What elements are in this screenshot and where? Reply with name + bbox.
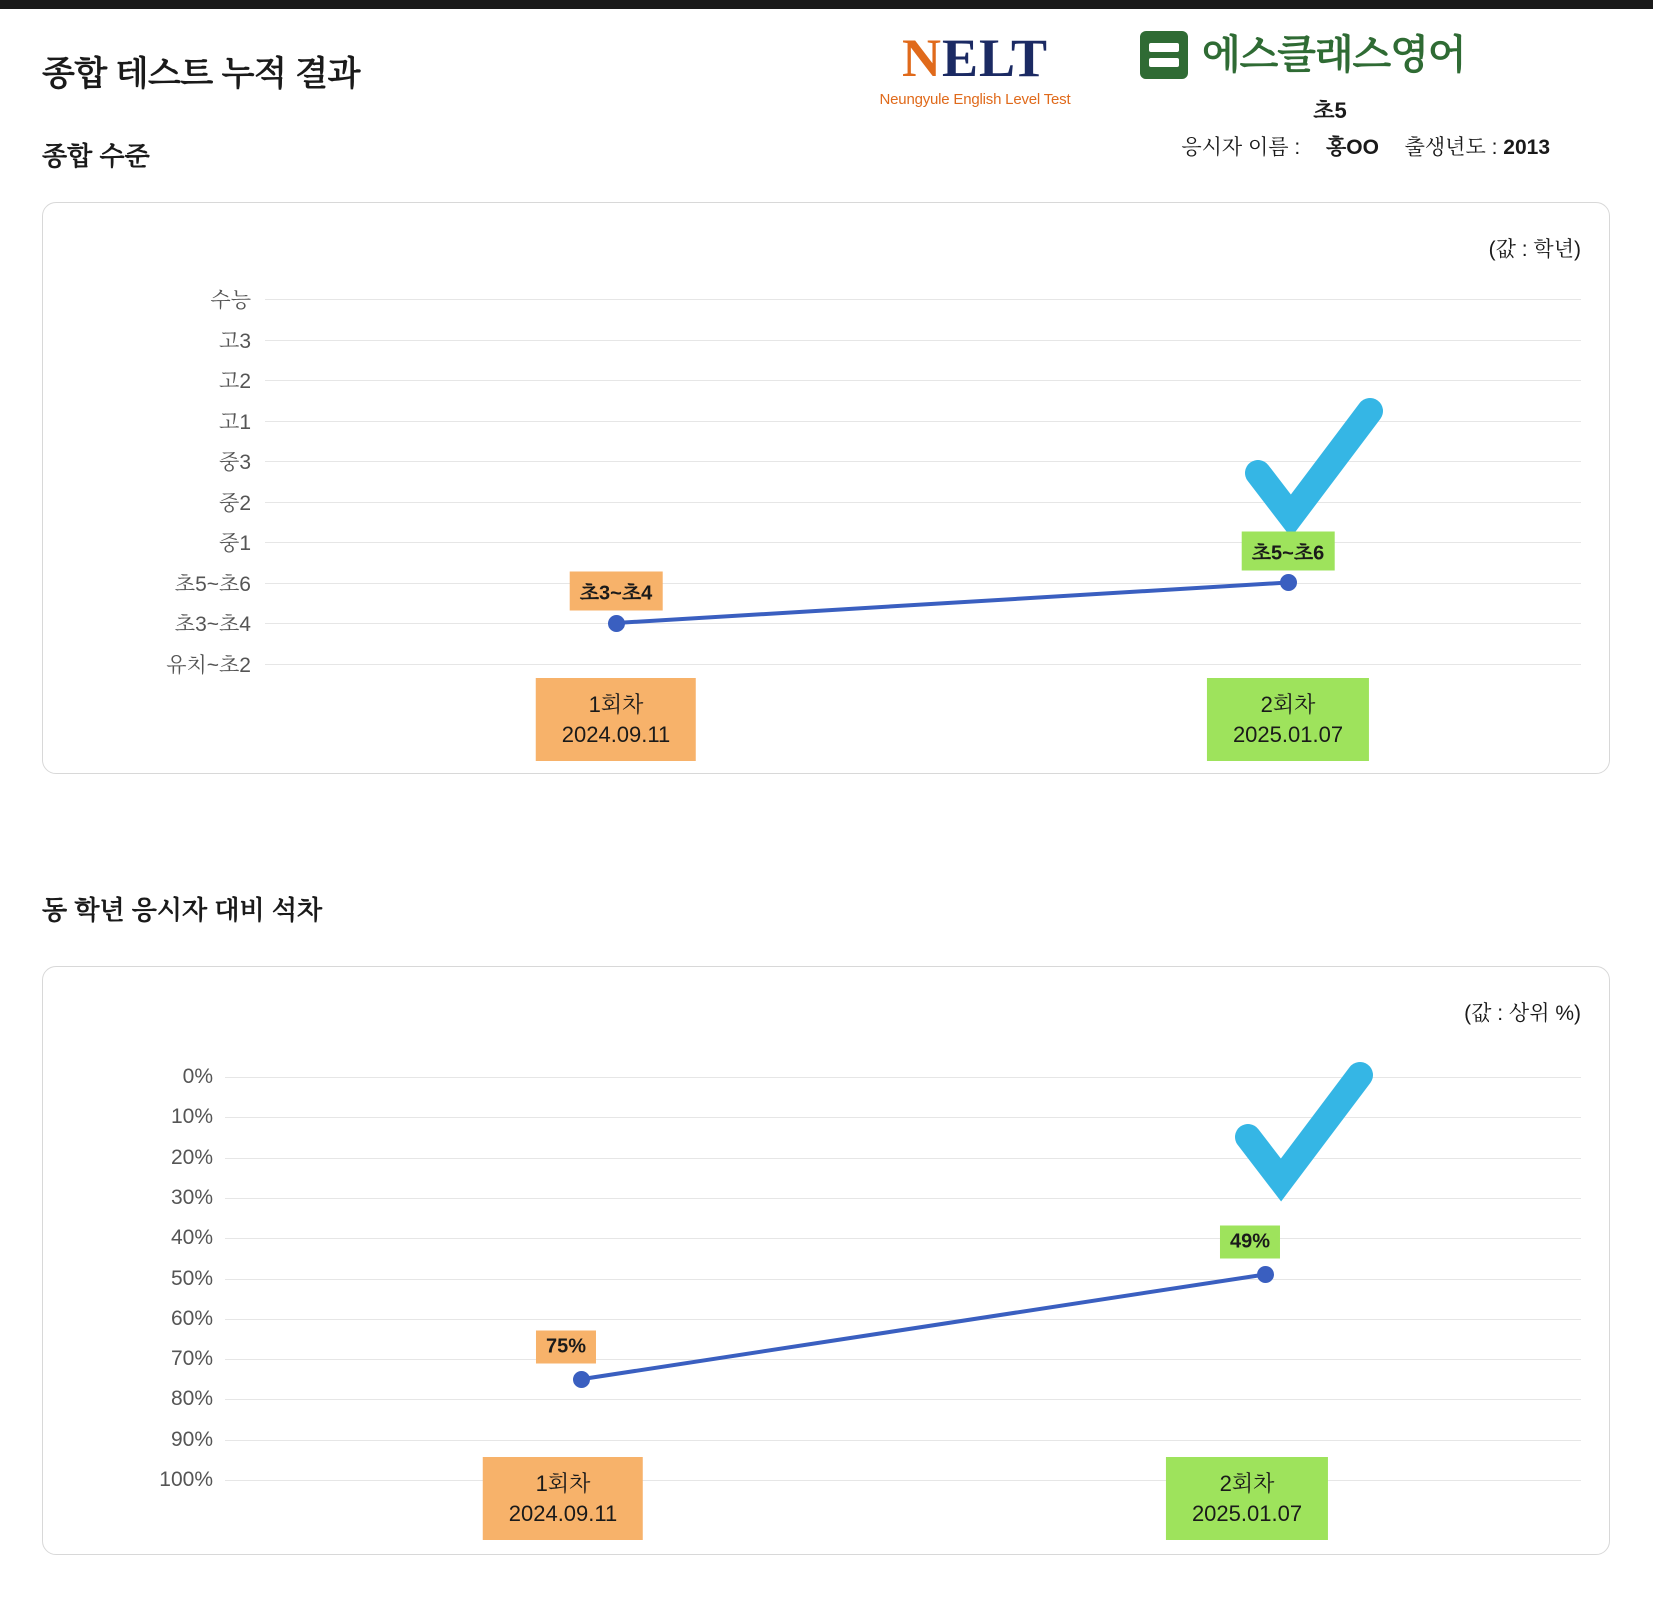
nelt-subtitle: Neungyule English Level Test — [879, 91, 1071, 108]
y-axis-tick-label: 중3 — [219, 451, 251, 474]
x-label-date: 2024.09.11 — [561, 721, 671, 747]
unit-note-level: (값 : 학년) — [1488, 238, 1581, 261]
report-header — [0, 9, 1653, 174]
y-axis-tick-label: 수능 — [210, 289, 251, 312]
y-axis-tick-label: 중2 — [219, 491, 251, 515]
y-axis-tick-label: 40% — [170, 1226, 213, 1250]
data-point-value-label: 초5~초6 — [1242, 531, 1335, 570]
x-axis-category-label — [536, 678, 696, 761]
data-point[interactable] — [1280, 574, 1297, 591]
x-axis-category-label — [1207, 678, 1369, 761]
x-label-session: 1회차 — [588, 692, 644, 717]
academy-brand-name: 에스클래스영어 — [1202, 33, 1466, 77]
y-axis-tick-label: 30% — [170, 1185, 213, 1209]
y-axis-tick-label: 10% — [170, 1105, 213, 1129]
nelt-logo — [855, 28, 1095, 108]
series-line — [43, 203, 1609, 773]
birth-year-value: 2013 — [1503, 136, 1550, 159]
x-label-date: 2025.01.07 — [1191, 1500, 1303, 1526]
check-mark-icon — [1258, 411, 1370, 516]
check-mark-icon — [1248, 1075, 1360, 1180]
chart-card-overall-level — [42, 202, 1610, 774]
y-axis-tick-label: 70% — [170, 1347, 213, 1371]
x-label-date: 2025.01.07 — [1232, 721, 1344, 747]
examinee-name-value: 홍OO — [1325, 136, 1379, 159]
y-axis-tick-label: 고1 — [219, 410, 251, 434]
data-point-value-label: 75% — [536, 1331, 596, 1364]
unit-note-rank: (값 : 상위 %) — [1464, 1002, 1581, 1025]
data-point-value-label: 초3~초4 — [570, 572, 663, 611]
y-axis-tick-label: 0% — [182, 1065, 213, 1088]
line-chart-rank — [43, 967, 1609, 1554]
x-label-session: 2회차 — [1260, 692, 1316, 717]
y-axis-tick-label: 60% — [170, 1306, 213, 1330]
data-point[interactable] — [1257, 1266, 1274, 1283]
y-axis-tick-label: 중1 — [219, 532, 251, 555]
y-axis-tick-label: 20% — [170, 1145, 213, 1169]
examinee-info — [1130, 131, 1550, 161]
y-axis-tick-label: 고3 — [219, 329, 251, 353]
line-chart-overall-level — [43, 203, 1609, 773]
student-grade: 초5 — [1313, 98, 1347, 123]
data-point[interactable] — [573, 1371, 590, 1388]
x-axis-category-label — [483, 1457, 643, 1540]
nelt-wordmark — [855, 28, 1095, 88]
chart-card-rank — [42, 966, 1610, 1555]
y-axis-tick-label: 90% — [170, 1427, 213, 1451]
y-axis-tick-label: 고2 — [219, 370, 251, 393]
y-axis-tick-label: 유치~초2 — [166, 653, 251, 677]
s-class-logo-icon — [1140, 31, 1188, 79]
x-axis-category-label — [1166, 1457, 1328, 1540]
data-point-value-label: 49% — [1220, 1226, 1280, 1259]
nelt-rest: ELT — [941, 28, 1049, 88]
y-axis-tick-label: 80% — [170, 1387, 213, 1411]
data-point[interactable] — [608, 615, 625, 632]
top-accent-bar — [0, 0, 1653, 9]
nelt-initial: N — [901, 28, 942, 88]
y-axis-tick-label: 초5~초6 — [174, 572, 251, 596]
y-axis-tick-label: 100% — [159, 1468, 213, 1491]
section-title-rank: 동 학년 응시자 대비 석차 — [42, 895, 323, 925]
y-axis-tick-label: 50% — [170, 1266, 213, 1290]
series-line — [43, 967, 1609, 1554]
y-axis-tick-label: 초3~초4 — [174, 613, 251, 636]
x-label-session: 2회차 — [1219, 1471, 1275, 1496]
x-label-session: 1회차 — [535, 1471, 591, 1496]
page-title: 종합 테스트 누적 결과 — [42, 55, 360, 93]
academy-brand — [1140, 31, 1465, 79]
examinee-name-label: 응시자 이름 : — [1181, 136, 1301, 159]
x-label-date: 2024.09.11 — [508, 1500, 618, 1526]
section-title-overall-level: 종합 수준 — [42, 141, 150, 171]
birth-year-label: 출생년도 : — [1404, 136, 1498, 159]
